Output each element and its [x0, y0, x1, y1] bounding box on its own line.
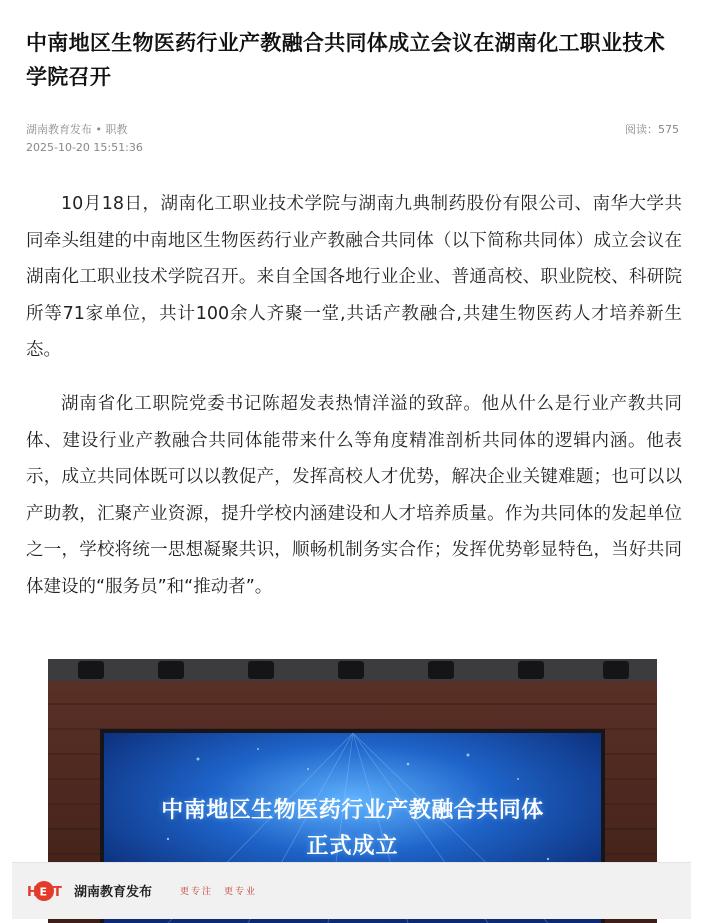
read-count: 阅读：575 [625, 123, 679, 136]
article-datetime: 2025-10-20 15:51:36 [26, 141, 143, 154]
screen-headline: 中南地区生物医药行业产教融合共同体 [161, 798, 544, 823]
publisher-name[interactable]: 湖南教育发布 [74, 885, 153, 900]
article-paragraph-1: 10月18日，湖南化工职业技术学院与湖南九典制药股份有限公司、南华大学共同牵头组建的中南地区生物医药行业产教融合共同体（以下简称共同体）成立会议在湖南化工职业技术学院召开。来自全国各地行业企业、普通高校、职业院校、科研院所等71家单位，共计100余人齐聚一堂,共话产教融合,共建生物医药人才培养新生态。 [26, 194, 682, 360]
article-title: 中南地区生物医药行业产教融合共同体成立会议在湖南化工职业技术学院召开 [26, 31, 665, 89]
article-source[interactable]: 湖南教育发布 • 职教 [26, 123, 128, 136]
svg-text:E: E [39, 885, 48, 899]
publisher-footer[interactable] [12, 862, 691, 919]
screen-subheadline: 正式成立 [306, 834, 399, 859]
publisher-slogan: 更专注 更专业 [180, 887, 258, 897]
svg-text:H: H [27, 885, 38, 900]
article-meta [26, 121, 143, 157]
article-paragraph-2: 湖南省化工职院党委书记陈超发表热情洋溢的致辞。他从什么是行业产教共同体、建设行业产教融合共同体能带来什么等角度精准剖析共同体的逻辑内涵。他表示，成立共同体既可以以教促产，发挥高校人才优势，解决企业关键难题；也可以以产助教，汇聚产业资源，提升学校内涵建设和人才培养质量。作为共同体的发起单位之一，学校将统一思想凝聚共识，顺畅机制务实合作；发挥优势彰显特色，当好共同体建设的“服务员”和“推动者”。 [26, 394, 682, 597]
svg-text:T: T [53, 885, 62, 900]
het-logo-icon [24, 874, 64, 908]
